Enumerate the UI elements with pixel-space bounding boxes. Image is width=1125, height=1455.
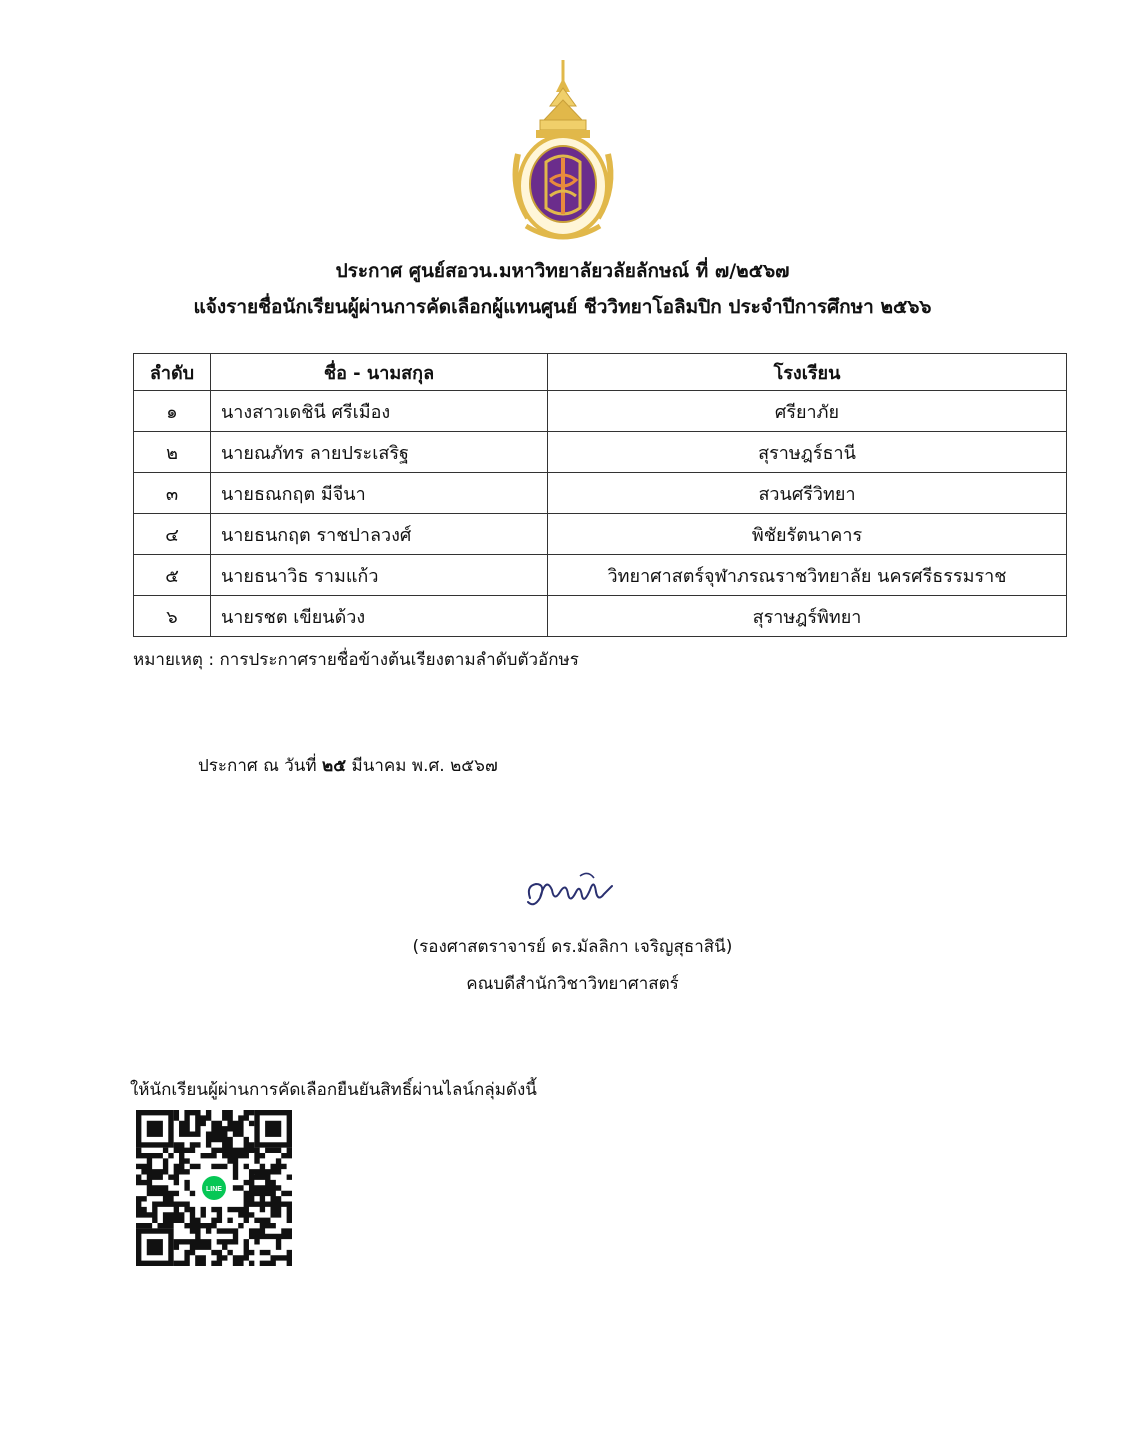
row-school: สุราษฎร์ธานี (548, 432, 1067, 473)
svg-text:LINE: LINE (206, 1186, 222, 1193)
date-day: ๒๕ (322, 756, 347, 776)
table-row (134, 473, 1067, 514)
row-order: ๓ (134, 473, 211, 514)
qr-finder-pattern (136, 1228, 174, 1266)
table-row (134, 555, 1067, 596)
qr-finder-pattern (136, 1110, 174, 1148)
announcement-date (198, 752, 498, 779)
line-qr-code-icon[interactable] (136, 1110, 292, 1266)
row-school: วิทยาศาสตร์จุฬาภรณราชวิทยาลัย นครศรีธรรมราช (548, 555, 1067, 596)
row-name: นายธนาวิธ รามแก้ว (211, 555, 548, 596)
announcement-subtitle: แจ้งรายชื่อนักเรียนผู้ผ่านการคัดเลือกผู้แทนศูนย์ ชีววิทยาโอลิมปิก ประจำปีการศึกษา ๒๕๖๖ (193, 296, 932, 318)
column-header-school: โรงเรียน (548, 354, 1067, 391)
column-header-order: ลำดับ (134, 354, 211, 391)
table-note: หมายเหตุ : การประกาศรายชื่อข้างต้นเรียงตามลำดับตัวอักษร (133, 650, 579, 670)
table-row (134, 432, 1067, 473)
row-order: ๔ (134, 514, 211, 555)
row-name: นายธนกฤต ราชปาลวงศ์ (211, 514, 548, 555)
university-emblem-icon (506, 58, 620, 248)
table-row (134, 596, 1067, 637)
row-name: นายธณกฤต มีจีนา (211, 473, 548, 514)
table-row (134, 391, 1067, 432)
student-list-table (133, 353, 1067, 637)
line-logo-icon (200, 1174, 228, 1202)
row-school: ศรียาภัย (548, 391, 1067, 432)
signer-name: (รองศาสตราจารย์ ดร.มัลลิกา เจริญสุธาสินี) (412, 937, 733, 957)
row-name: นายณภัทร ลายประเสริฐ (211, 432, 548, 473)
date-prefix: ประกาศ ณ วันที่ (198, 756, 323, 776)
row-order: ๑ (134, 391, 211, 432)
table-row (134, 514, 1067, 555)
date-suffix: มีนาคม พ.ศ. ๒๕๖๗ (346, 756, 498, 776)
row-order: ๒ (134, 432, 211, 473)
handwritten-signature (522, 868, 626, 918)
row-school: สุราษฎร์พิทยา (548, 596, 1067, 637)
signer-position: คณบดีสำนักวิชาวิทยาศาสตร์ (466, 974, 679, 994)
table-header-row (134, 354, 1067, 391)
row-school: พิชัยรัตนาคาร (548, 514, 1067, 555)
row-order: ๕ (134, 555, 211, 596)
qr-instruction: ให้นักเรียนผู้ผ่านการคัดเลือกยืนยันสิทธิ์ผ่านไลน์กลุ่มดังนี้ (130, 1080, 537, 1100)
qr-finder-pattern (254, 1110, 292, 1148)
announcement-title: ประกาศ ศูนย์สอวน.มหาวิทยาลัยวลัยลักษณ์ ที่ ๗/๒๕๖๗ (335, 260, 790, 282)
column-header-name: ชื่อ - นามสกุล (211, 354, 548, 391)
row-order: ๖ (134, 596, 211, 637)
row-name: นายรชต เขียนด้วง (211, 596, 548, 637)
row-name: นางสาวเดชินี ศรีเมือง (211, 391, 548, 432)
row-school: สวนศรีวิทยา (548, 473, 1067, 514)
